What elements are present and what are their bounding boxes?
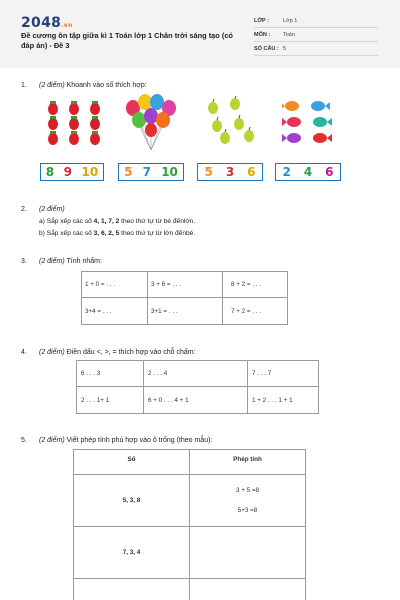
table-row xyxy=(74,579,306,600)
table-row xyxy=(77,361,319,387)
fish-picture xyxy=(282,98,338,146)
mental-math-table xyxy=(81,271,288,325)
operations-cell[interactable] xyxy=(190,475,306,527)
question-number: 1. xyxy=(21,82,27,89)
question-text: Điền dấu <, >, = thích hợp vào chỗ chấm: xyxy=(66,349,196,356)
option-number: 10 xyxy=(81,165,99,179)
option-number: 4 xyxy=(303,165,313,179)
answer-option-2[interactable] xyxy=(118,163,184,181)
meta-count-label: SỐ CÂU : xyxy=(254,46,279,52)
table-cell: 1 + 0 = . . . xyxy=(82,272,148,298)
meta-question-count xyxy=(254,44,378,56)
column-header-numbers: Số xyxy=(74,450,190,475)
option-number: 3 xyxy=(225,165,235,179)
strawberries-picture xyxy=(45,98,105,148)
numbers-cell xyxy=(74,579,190,600)
option-number: 10 xyxy=(161,165,178,179)
answer-option-1[interactable] xyxy=(40,163,104,181)
numbers-cell: 7, 3, 4 xyxy=(74,527,190,579)
column-header-operations: Phép tính xyxy=(190,450,306,475)
table-cell: 2 . . . 1+ 1 xyxy=(77,387,144,414)
option-number: 5 xyxy=(124,165,133,179)
option-number: 8 xyxy=(45,165,55,179)
question-number: 2. xyxy=(21,206,27,213)
operation-line: 3 + 5 =8 xyxy=(235,486,260,494)
table-cell: 8 + 2 = . . . xyxy=(223,272,288,298)
table-cell: 7 . . . 7 xyxy=(248,361,319,387)
numbers-cell: 5, 3, 8 xyxy=(74,475,190,527)
option-number: 2 xyxy=(282,165,291,179)
answer-option-3[interactable] xyxy=(197,163,263,181)
option-number: 5 xyxy=(204,165,213,179)
points-label: (2 điểm) xyxy=(39,349,65,356)
points-label: (2 điểm) xyxy=(39,437,65,444)
table-cell: 6 + 0 . . . 4 + 1 xyxy=(144,387,248,414)
equation-table xyxy=(73,449,306,600)
question-text: Viết phép tính phù hợp vào ô trống (theo mẫu): xyxy=(66,437,213,444)
meta-class xyxy=(254,16,378,28)
meta-subject-value: Toán xyxy=(283,32,295,38)
compare-table xyxy=(76,360,319,414)
numbers-to-sort: 3, 6, 2, 5 xyxy=(93,230,120,237)
question-2a: a) Sắp xếp các số 4, 1, 7, 2 theo thứ tự từ bé đếnlớn. xyxy=(39,218,196,225)
option-number: 6 xyxy=(325,165,334,179)
points-label: (2 điểm) xyxy=(39,258,65,265)
table-row xyxy=(74,475,306,527)
table-cell: 3+1 = . . . xyxy=(148,298,223,325)
table-cell: 7 + 2 = . . . xyxy=(223,298,288,325)
meta-subject xyxy=(254,30,378,42)
table-cell: 3 + 6 = . . . xyxy=(148,272,223,298)
table-cell: 6 . . . 3 xyxy=(77,361,144,387)
meta-class-value: Lớp 1 xyxy=(283,18,298,24)
table-row xyxy=(82,272,288,298)
table-cell: 2 . . . 4 xyxy=(144,361,248,387)
meta-count-value: 5 xyxy=(283,46,287,52)
question-text: Khoanh vào số thích hợp: xyxy=(66,82,147,89)
question-number: 5. xyxy=(21,437,27,444)
answer-option-4[interactable] xyxy=(275,163,341,181)
pears-picture xyxy=(203,96,259,146)
question-number: 4. xyxy=(21,349,27,356)
option-number: 9 xyxy=(63,165,72,179)
points-label: (2 điểm) xyxy=(39,206,65,213)
option-number: 7 xyxy=(142,165,151,179)
table-row xyxy=(77,387,319,414)
table-header-row xyxy=(74,450,306,475)
document-title: Đề cương ôn tập giữa kì 1 Toán lớp 1 Chân trời sáng tạo (có đáp án) - Đề 3 xyxy=(21,31,233,50)
operations-cell[interactable] xyxy=(190,579,306,600)
balloons-picture xyxy=(123,92,179,154)
operations-cell[interactable] xyxy=(190,527,306,579)
table-row xyxy=(74,527,306,579)
table-row xyxy=(82,298,288,325)
numbers-to-sort: 4, 1, 7, 2 xyxy=(93,218,120,225)
question-text: Tính nhẩm: xyxy=(66,258,102,265)
operation-line: 5+3 =8 xyxy=(237,506,258,514)
question-2b: b) Sắp xếp các số 3, 6, 2, 5 theo thứ tự từ lớn đếnbé. xyxy=(39,230,196,237)
option-number: 6 xyxy=(247,165,256,179)
document-header xyxy=(0,0,400,68)
table-cell: 3+4 = . . . xyxy=(82,298,148,325)
points-label: (2 điểm) xyxy=(39,82,65,89)
meta-subject-label: MÔN : xyxy=(254,32,271,38)
site-logo[interactable]: 2048.vn xyxy=(21,15,73,31)
meta-class-label: LỚP : xyxy=(254,18,269,24)
table-cell: 1 + 2 . . . 1 + 1 xyxy=(248,387,319,414)
question-number: 3. xyxy=(21,258,27,265)
